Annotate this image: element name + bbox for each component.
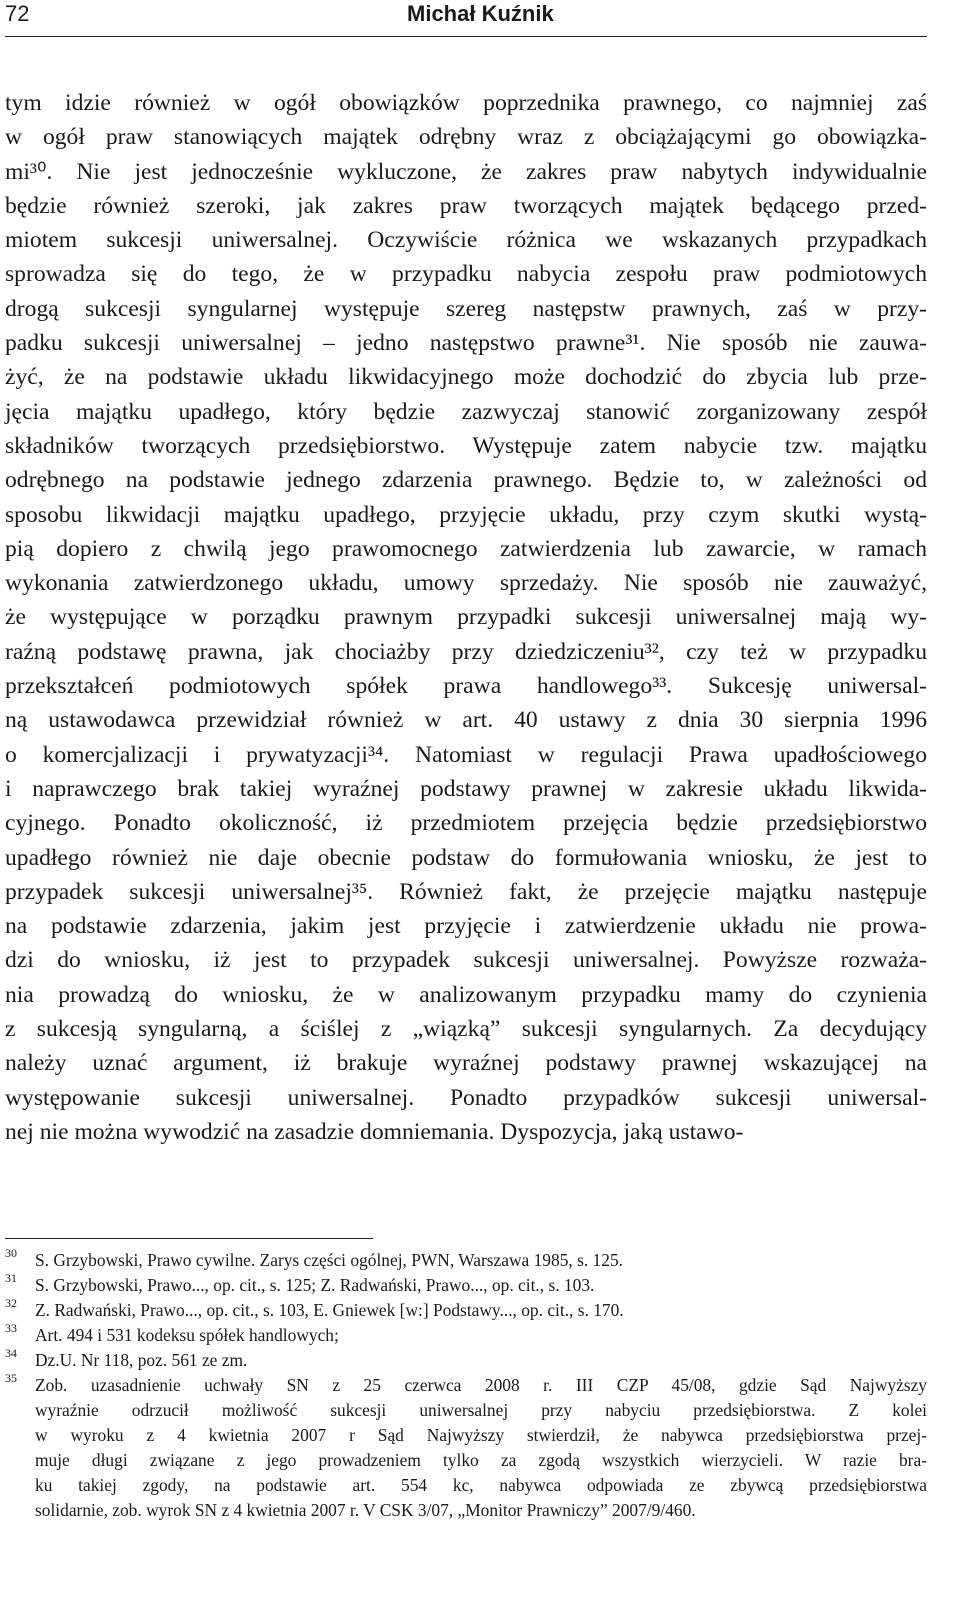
body-line: raźną podstawę prawna, jak chociażby przy dziedziczeniu³², czy też w przypadku: [5, 638, 927, 665]
body-line: będzie również szeroki, jak zakres praw tworzących majątek będącego przed-: [5, 192, 927, 219]
body-line: ną ustawodawca przewidział również w art. 40 ustawy z dnia 30 sierpnia 1996: [5, 707, 927, 734]
body-line: na podstawie zdarzenia, jakim jest przyjęcie i zatwierdzenie układu nie prowa-: [5, 913, 927, 940]
footnote-line: solidarnie, zob. wyrok SN z 4 kwietnia 2007 r. V CSK 3/07, „Monitor Prawniczy” 2007/9/460.: [35, 1500, 696, 1520]
footnote-line: Zob. uzasadnienie uchwały SN z 25 czerwca 2008 r. III CZP 45/08, gdzie Sąd Najwyższy: [35, 1375, 927, 1395]
body-line: tym idzie również w ogół obowiązków poprzednika prawnego, co najmniej zaś: [5, 90, 927, 116]
body-text: [5, 86, 927, 1149]
footnote-line: wyraźnie odrzucił możliwość sukcesji uniwersalnej przy nabyciu przedsiębiorstwa. Z kolei: [35, 1400, 927, 1420]
footnote-separator: [5, 1238, 373, 1239]
footnote-line: S. Grzybowski, Prawo..., op. cit., s. 125; Z. Radwański, Prawo..., op. cit., s. 103.: [35, 1275, 595, 1295]
footnote: [5, 1273, 927, 1298]
footnote-line: ku takiej zgody, na podstawie art. 554 kc, nabywca odpowiada ze zbywcą przedsiębiorstwa: [35, 1475, 927, 1495]
body-line: cyjnego. Ponadto okoliczność, iż przedmiotem przejęcia będzie przedsiębiorstwo: [5, 810, 927, 837]
footnote: [5, 1323, 927, 1348]
body-line: żyć, że na podstawie układu likwidacyjnego może dochodzić do zbycia lub prze-: [5, 364, 927, 391]
body-line: że występujące w porządku prawnym przypadki sukcesji uniwersalnej mają wy-: [5, 604, 927, 631]
body-line: padku sukcesji uniwersalnej – jedno następstwo prawne³¹. Nie sposób nie zauwa-: [5, 330, 927, 357]
page-number: 72: [5, 1, 30, 26]
body-line: z sukcesją syngularną, a ściślej z „wiązką” sukcesji syngularnych. Za decydujący: [5, 1016, 927, 1043]
footnote-line: Z. Radwański, Prawo..., op. cit., s. 103, E. Gniewek [w:] Podstawy..., op. cit., s. 170.: [35, 1300, 624, 1320]
body-line: odrębnego na podstawie jednego zdarzenia prawnego. Będzie to, w zależności od: [5, 467, 927, 494]
footnote-number: 35: [5, 1371, 17, 1385]
body-line: pią dopiero z chwilą jego prawomocnego zatwierdzenia lub zawarcie, w ramach: [5, 535, 927, 562]
body-line: należy uznać argument, iż brakuje wyraźnej podstawy prawnej wskazującej na: [5, 1050, 927, 1077]
footnote-line: S. Grzybowski, Prawo cywilne. Zarys części ogólnej, PWN, Warszawa 1985, s. 125.: [35, 1250, 623, 1270]
body-line: miotem sukcesji uniwersalnej. Oczywiście różnica we wskazanych przypadkach: [5, 227, 927, 254]
body-line: o komercjalizacji i prywatyzacji³⁴. Natomiast w regulacji Prawa upadłościowego: [5, 741, 927, 768]
body-line: wykonania zatwierdzonego układu, umowy sprzedaży. Nie sposób nie zauważyć,: [5, 570, 927, 597]
footnote-number: 33: [5, 1321, 17, 1335]
body-line: nia prowadzą do wniosku, że w analizowanym przypadku mamy do czynienia: [5, 981, 927, 1008]
footnote: [5, 1348, 927, 1373]
body-line: sprowadza się do tego, że w przypadku nabycia zespołu praw podmiotowych: [5, 261, 927, 288]
footnote: [5, 1298, 927, 1323]
footnotes: [5, 1248, 927, 1523]
body-line: składników tworzących przedsiębiorstwo. Występuje zatem nabycie tzw. majątku: [5, 432, 927, 459]
body-line: jęcia majątku upadłego, który będzie zazwyczaj stanowić zorganizowany zespół: [5, 398, 927, 425]
body-line: w ogół praw stanowiących majątek odrębny wraz z obciążającymi go obowiązka-: [5, 124, 927, 151]
footnote-number: 31: [5, 1271, 17, 1285]
body-line: dzi do wniosku, iż jest to przypadek sukcesji uniwersalnej. Powyższe rozważa-: [5, 947, 927, 974]
body-line: przypadek sukcesji uniwersalnej³⁵. Również fakt, że przejęcie majątku następuje: [5, 878, 927, 905]
footnote: [5, 1373, 927, 1523]
footnote-number: 32: [5, 1296, 17, 1310]
body-line: upadłego również nie daje obecnie podstaw do formułowania wniosku, że jest to: [5, 844, 927, 871]
body-line: mi³⁰. Nie jest jednocześnie wykluczone, że zakres praw nabytych indywidualnie: [5, 158, 927, 185]
author-name: Michał Kuźnik: [407, 1, 554, 26]
footnote-number: 30: [5, 1246, 17, 1260]
body-line: sposobu likwidacji majątku upadłego, przyjęcie układu, przy czym skutki wystą-: [5, 501, 927, 528]
footnote-line: w wyroku z 4 kwietnia 2007 r Sąd Najwyższy stwierdził, że nabywca przedsiębiorstwa przej-: [35, 1425, 927, 1445]
footnote-line: Dz.U. Nr 118, poz. 561 ze zm.: [35, 1350, 248, 1370]
body-line: drogą sukcesji syngularnej występuje szereg następstw prawnych, zaś w przy-: [5, 295, 927, 322]
body-line: nej nie można wywodzić na zasadzie domniemania. Dyspozycja, jaką ustawo-: [5, 1118, 744, 1145]
body-line: występowanie sukcesji uniwersalnej. Ponadto przypadków sukcesji uniwersal-: [5, 1084, 927, 1111]
body-line: i naprawczego brak takiej wyraźnej podstawy prawnej w zakresie układu likwida-: [5, 775, 927, 802]
footnote-number: 34: [5, 1346, 17, 1360]
footnote: [5, 1248, 927, 1273]
footnote-line: Art. 494 i 531 kodeksu spółek handlowych;: [35, 1325, 339, 1345]
footnote-line: muje długi związane z jego prowadzeniem tylko za zgodą wszystkich wierzycieli. W razie bra-: [35, 1450, 927, 1470]
body-line: przekształceń podmiotowych spółek prawa handlowego³³. Sukcesję uniwersal-: [5, 673, 927, 700]
running-header: [5, 0, 927, 37]
